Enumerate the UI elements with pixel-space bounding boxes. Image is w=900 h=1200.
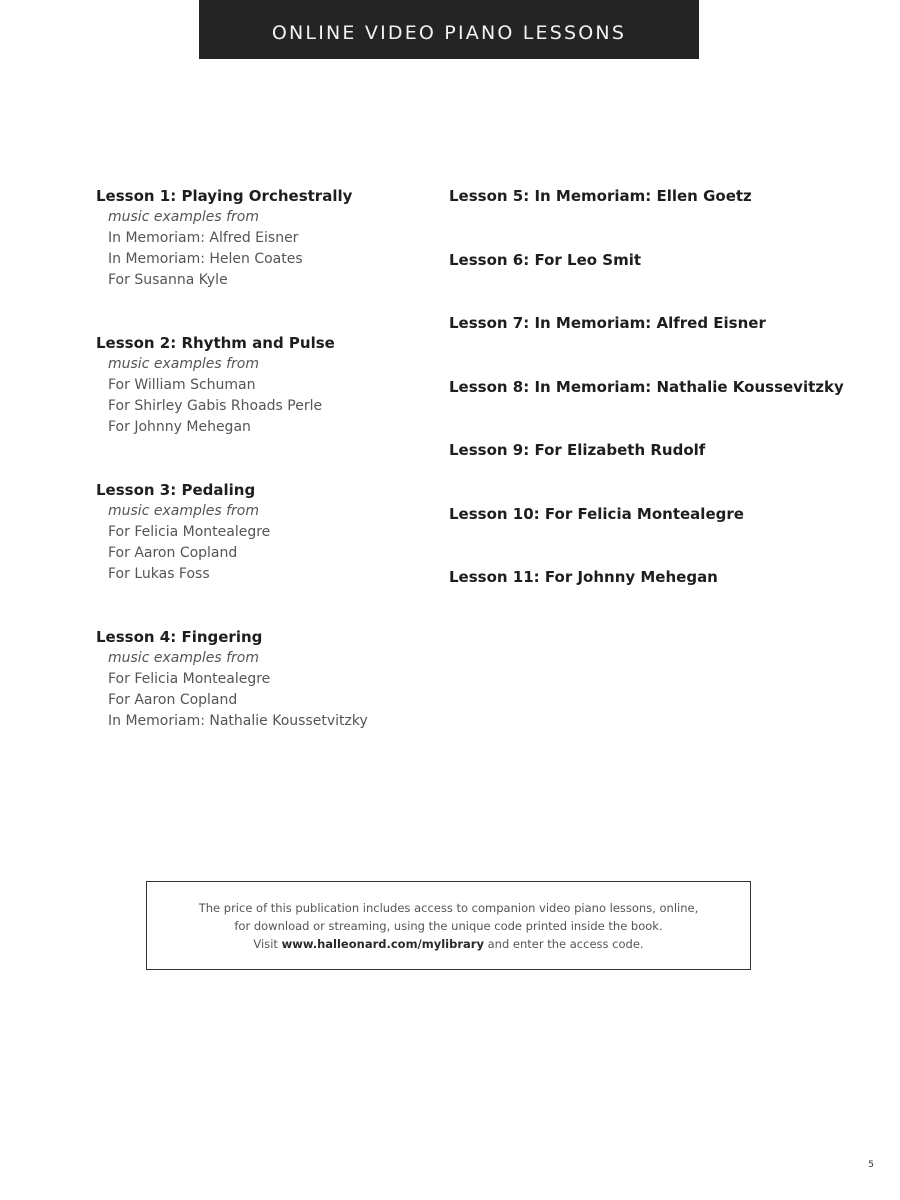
- example-item: For Shirley Gabis Rhoads Perle: [108, 398, 323, 414]
- lesson-group: [96, 627, 436, 774]
- lesson-title: Lesson 6: For Leo Smit: [449, 250, 642, 269]
- example-item: In Memoriam: Alfred Eisner: [108, 230, 299, 246]
- lesson-title: Lesson 10: For Felicia Montealegre: [449, 504, 744, 523]
- examples-label: music examples from: [108, 650, 259, 666]
- lesson-title: Lesson 3: Pedaling: [96, 481, 256, 499]
- right-lesson-column: [449, 186, 869, 631]
- examples-label: music examples from: [108, 356, 259, 372]
- lesson-title: Lesson 11: For Johnny Mehegan: [449, 568, 718, 586]
- example-item: For Felicia Montealegre: [108, 524, 271, 540]
- left-lesson-column: [96, 186, 436, 774]
- header-bar: [199, 0, 699, 59]
- example-item: In Memoriam: Helen Coates: [108, 251, 303, 267]
- example-item: For Aaron Copland: [108, 545, 238, 561]
- example-item: For Aaron Copland: [108, 692, 238, 708]
- notice-visit-text: Visit: [253, 936, 278, 951]
- lesson-group: [96, 480, 436, 627]
- notice-line: [253, 935, 643, 953]
- lesson-group: [96, 186, 436, 333]
- page-number: 5: [868, 1160, 874, 1170]
- lesson-title: Lesson 1: Playing Orchestrally: [96, 187, 353, 205]
- access-notice-box: [146, 881, 751, 970]
- examples-label: music examples from: [108, 209, 259, 225]
- library-url-link[interactable]: www.halleonard.com/mylibrary: [281, 936, 484, 951]
- example-item: In Memoriam: Nathalie Koussetvitzky: [108, 713, 368, 729]
- lesson-title: Lesson 2: Rhythm and Pulse: [96, 334, 335, 352]
- example-item: For Susanna Kyle: [108, 272, 228, 288]
- page-title: ONLINE VIDEO PIANO LESSONS: [271, 21, 627, 44]
- lesson-title: Lesson 7: In Memoriam: Alfred Eisner: [449, 314, 766, 332]
- notice-access-text: and enter the access code.: [487, 936, 644, 951]
- lesson-title: Lesson 5: In Memoriam: Ellen Goetz: [449, 187, 752, 205]
- example-item: For William Schuman: [108, 377, 256, 393]
- example-item: For Lukas Foss: [108, 566, 210, 582]
- example-item: For Felicia Montealegre: [108, 671, 271, 687]
- lesson-title: Lesson 4: Fingering: [96, 628, 263, 646]
- examples-label: music examples from: [108, 503, 259, 519]
- lesson-group: [96, 333, 436, 480]
- notice-line: for download or streaming, using the unique code printed inside the book.: [234, 918, 663, 933]
- lesson-title: Lesson 9: For Elizabeth Rudolf: [449, 441, 706, 459]
- notice-line: The price of this publication includes access to companion video piano lessons, online,: [198, 900, 699, 915]
- example-item: For Johnny Mehegan: [108, 419, 251, 435]
- lesson-title: Lesson 8: In Memoriam: Nathalie Koussevitzky: [449, 377, 844, 396]
